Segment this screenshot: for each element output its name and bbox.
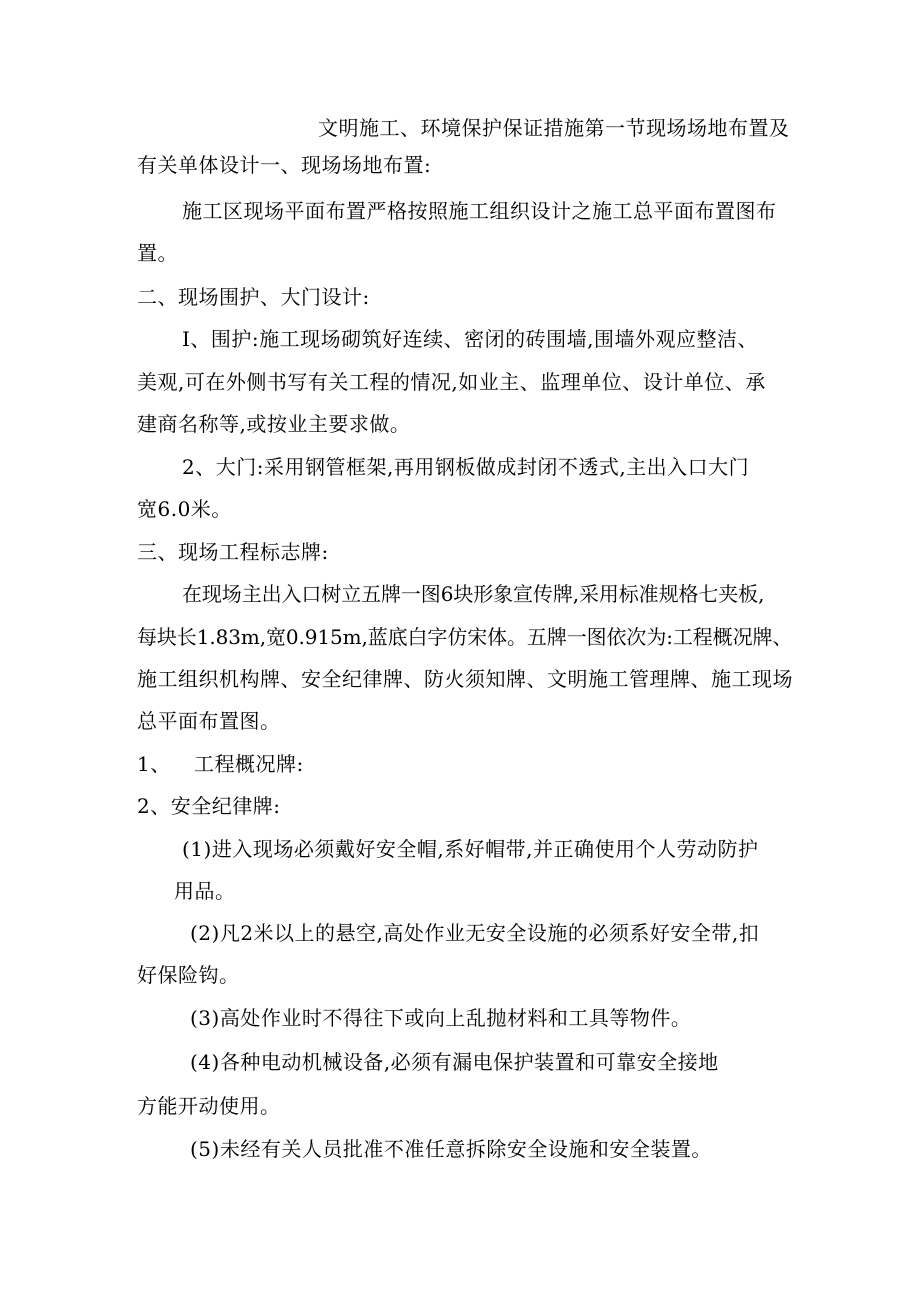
paragraph-fence-line-3: 建商名称等,或按业主要求做。 [137,412,411,436]
paragraph-signboard-line-2: 每块长1.83m,宽0.915m,蓝底白字仿宋体。五牌一图依次为:工程概况牌、 [137,625,793,649]
paragraph-signboard-line-1: 在现场主出入口树立五牌一图6块形象宣传牌,采用标准规格七夹板, [182,582,765,606]
paragraph-gate-line-1: 2、大门:采用钢管框架,再用钢板做成封闭不透式,主出入口大门 [182,455,750,479]
paragraph-fence-line-2: 美观,可在外侧书写有关工程的情况,如业主、监理单位、设计单位、承 [137,370,766,394]
rule-3: (3)高处作业时不得往下或向上乱抛材料和工具等物件。 [190,1006,692,1030]
rule-4-line-2: 方能开动使用。 [137,1094,281,1118]
list-item-2-label: 2、安全纪律牌: [137,794,281,818]
rule-5: (5)未经有关人员批准不准任意拆除安全设施和安全装置。 [190,1137,712,1161]
paragraph-signboard-line-3: 施工组织机构牌、安全纪律牌、防火须知牌、文明施工管理牌、施工现场 [137,667,793,691]
list-item-1-number: 1、 [137,752,171,776]
paragraph-layout-line-2: 置。 [137,241,178,265]
rule-2-line-1: (2)凡2米以上的悬空,高处作业无安全设施的必须系好安全带,扣 [190,921,760,945]
paragraph-gate-line-2: 宽6.0米。 [137,497,232,521]
title-line-2: 有关单体设计一、现场场地布置: [137,153,432,177]
paragraph-signboard-line-4: 总平面布置图。 [137,709,281,733]
list-item-1-label: 工程概况牌: [194,752,304,776]
rule-4-line-1: (4)各种电动机械设备,必须有漏电保护装置和可靠安全接地 [190,1050,719,1074]
title-line-1: 文明施工、环境保护保证措施第一节现场场地布置及 [318,116,790,140]
rule-2-line-2: 好保险钩。 [137,963,240,987]
heading-section-3: 三、现场工程标志牌: [137,540,329,564]
rule-1-line-2: 用品。 [174,879,236,903]
heading-section-2: 二、现场围护、大门设计: [137,285,370,309]
paragraph-fence-line-1: I、围护:施工现场砌筑好连续、密闭的砖围墙,围墙外观应整洁、 [182,327,758,351]
paragraph-layout-line-1: 施工区现场平面布置严格按照施工组织设计之施工总平面布置图布 [182,199,777,223]
rule-1-line-1: (1)进入现场必须戴好安全帽,系好帽带,并正确使用个人劳动防护 [182,837,759,861]
